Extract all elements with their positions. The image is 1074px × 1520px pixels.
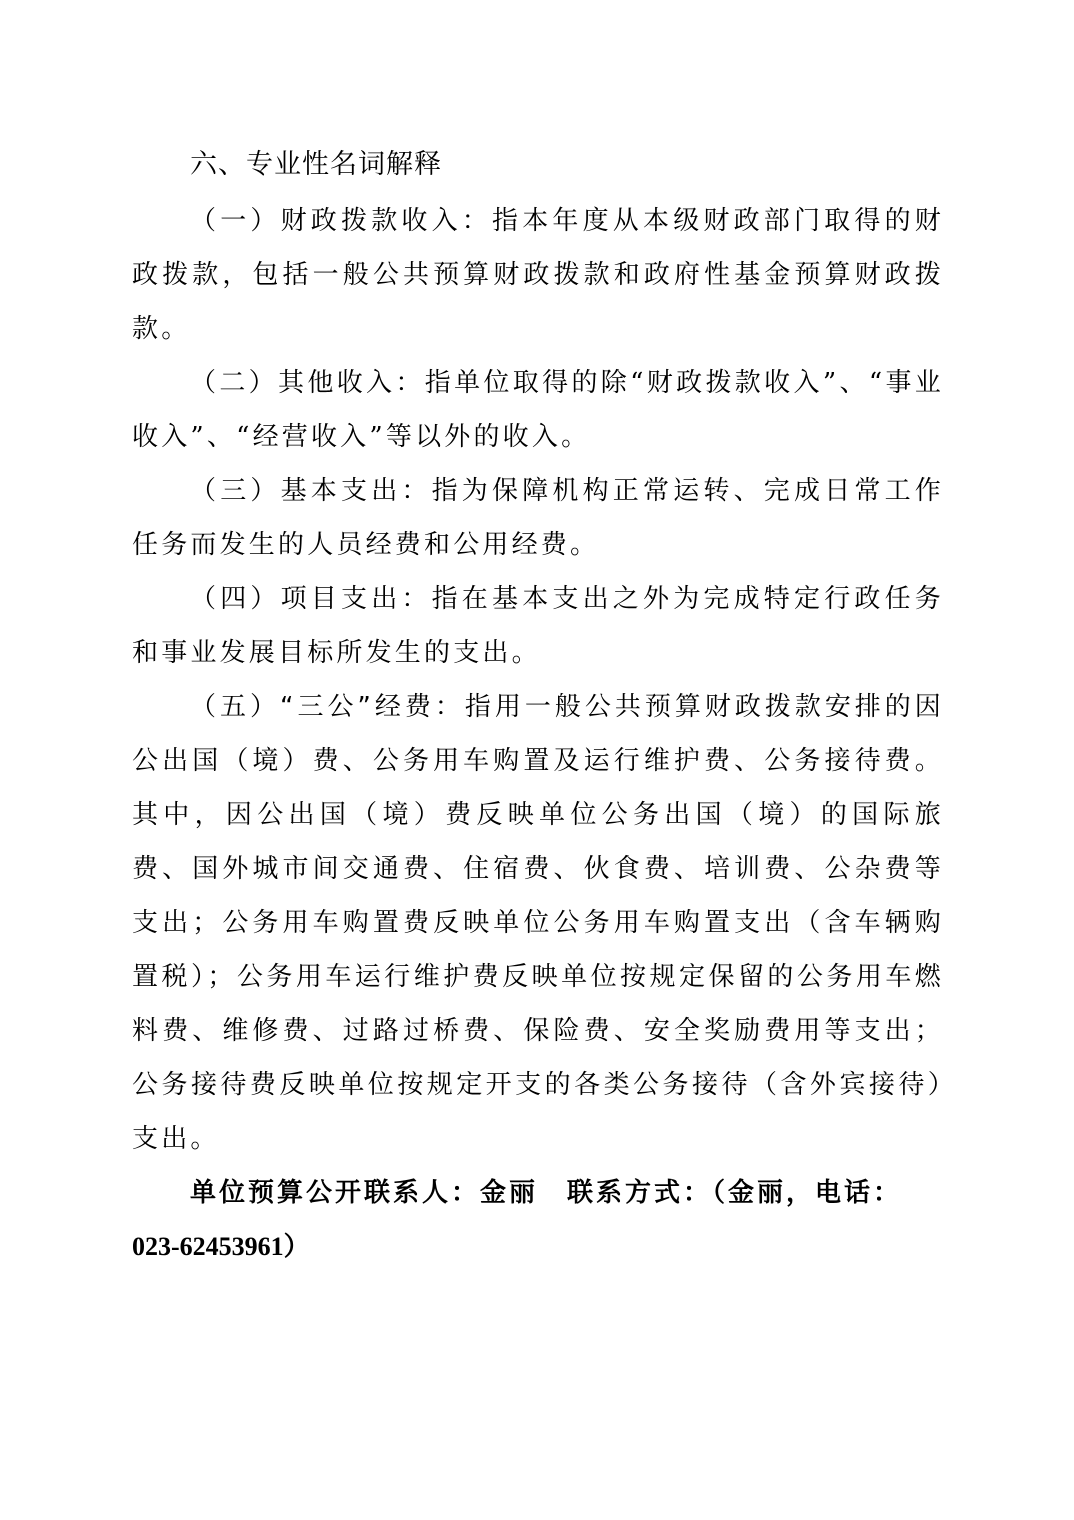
definition-text: 指本年度从本级财政部门取得的财政拨款，包括一般公共预算财政拨款和政府性基金预算财政拨款。 [132,206,944,344]
contact-text: 单位预算公开联系人：金丽 联系方式：（金丽，电话： [190,1178,903,1208]
definition-term: （三）基本支出： [190,476,432,506]
contact-line [132,1166,944,1274]
definition-item [132,572,944,680]
definition-text: 指为保障机构正常运转、完成日常工作任务而发生的人员经费和公用经费。 [132,476,944,560]
definition-term: （四）项目支出： [190,584,432,614]
definition-item [132,680,944,1166]
contact-phone: 023-62453961 [132,1232,284,1261]
definition-term: （二）其他收入： [190,368,425,398]
contact-close: ） [283,1232,313,1262]
section-heading: 六、专业性名词解释 [190,149,442,180]
definition-text: 指用一般公共预算财政拨款安排的因公出国（境）费、公务用车购置及运行维护费、公务接待费。其中，因公出国（境）费反映单位公务出国（境）的国际旅费、国外城市间交通费、住宿费、伙食费、培训费、公杂费等支出；公务用车购置费反映单位公务用车购置支出（含车辆购置税）；公务用车运行维护费反映单位按规定保留的公务用车燃料费、维修费、过路过桥费、保险费、安全奖励费用等支出；公务接待费反映单位按规定开支的各类公务接待（含外宾接待）支出。 [132,692,944,1154]
definition-item [132,194,944,356]
definition-item [132,464,944,572]
document-page [132,140,944,1274]
definition-text: 指单位取得的除“财政拨款收入”、“事业收入”、“经营收入”等以外的收入。 [132,368,944,452]
definition-text: 指在基本支出之外为完成特定行政任务和事业发展目标所发生的支出。 [132,584,944,668]
definition-term: （一）财政拨款收入： [190,206,492,236]
definition-item [132,356,944,464]
definition-term: （五）“三公”经费： [190,692,465,722]
